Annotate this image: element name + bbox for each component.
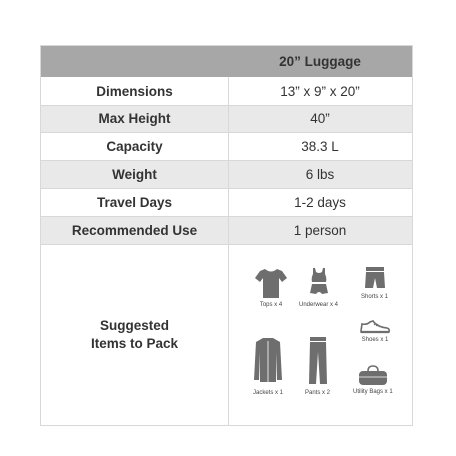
item-pants xyxy=(305,336,330,396)
row-value: 6 lbs xyxy=(305,166,335,182)
row-capacity xyxy=(41,132,412,160)
row-label: Max Height xyxy=(98,111,171,126)
underwear-icon xyxy=(304,266,334,300)
suggested-line-1: Suggested xyxy=(99,317,169,333)
item-tops xyxy=(254,266,288,308)
item-utility-bags xyxy=(353,365,393,395)
row-label: Weight xyxy=(112,166,157,182)
luggage-spec-table xyxy=(40,45,413,426)
row-recommended-use xyxy=(41,216,412,244)
row-value: 1 person xyxy=(293,222,347,238)
pants-icon xyxy=(307,336,329,388)
row-value: 13” x 9” x 20” xyxy=(280,83,360,99)
row-label: Recommended Use xyxy=(71,222,198,238)
row-divider xyxy=(41,188,412,189)
column-divider xyxy=(228,77,229,425)
row-weight xyxy=(41,160,412,188)
row-value: 38.3 L xyxy=(301,138,339,154)
row-divider xyxy=(41,216,412,217)
row-travel-days xyxy=(41,188,412,216)
row-value: 40” xyxy=(310,111,330,126)
item-shoes xyxy=(359,319,391,343)
suggested-items-label xyxy=(41,244,228,425)
row-label: Dimensions xyxy=(96,83,173,99)
item-label: Jackets x 1 xyxy=(253,390,284,396)
row-dimensions xyxy=(41,77,412,105)
item-jackets xyxy=(253,336,283,396)
row-label: Travel Days xyxy=(96,194,173,210)
header-label xyxy=(41,46,228,77)
item-label: Utility Bags x 1 xyxy=(353,389,393,395)
row-divider xyxy=(41,160,412,161)
item-label: Pants x 2 xyxy=(305,390,331,396)
jacket-icon xyxy=(253,336,283,388)
row-divider xyxy=(41,132,412,133)
t-shirt-icon xyxy=(254,266,288,300)
item-label: Shorts x 1 xyxy=(361,294,389,300)
item-shorts xyxy=(361,266,388,300)
header-luggage-size: 20” Luggage xyxy=(279,54,361,69)
row-label: Capacity xyxy=(106,138,163,154)
item-label: Underwear x 4 xyxy=(299,302,339,308)
shorts-icon xyxy=(363,266,387,292)
shoe-icon xyxy=(359,319,391,335)
item-underwear xyxy=(299,266,338,308)
item-label: Shoes x 1 xyxy=(361,337,389,343)
row-value: 1-2 days xyxy=(294,194,346,210)
row-divider xyxy=(41,105,412,106)
header-row xyxy=(41,46,412,77)
item-label: Tops x 4 xyxy=(259,302,283,308)
row-max-height xyxy=(41,105,412,132)
utility-bag-icon xyxy=(356,365,390,387)
suggested-line-2: Items to Pack xyxy=(90,335,179,351)
